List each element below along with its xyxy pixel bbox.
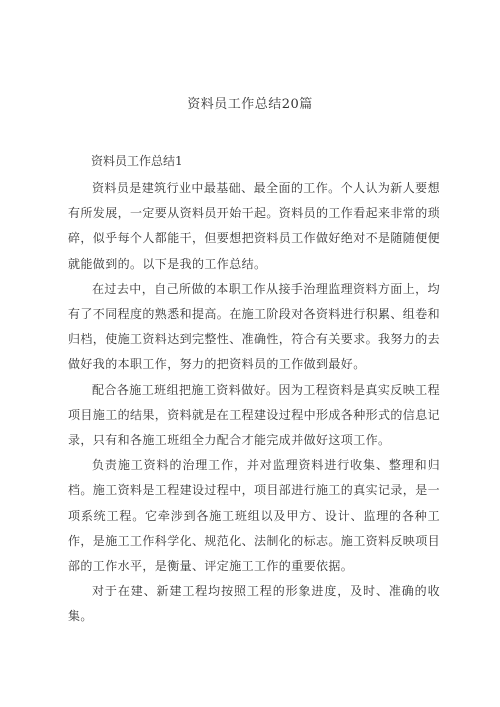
section-heading: 资料员工作总结1: [91, 154, 183, 168]
document-title: 资料员工作总结20篇: [187, 97, 313, 112]
paragraph: 资料员是建筑行业中最基础、最全面的工作。个人认为新人要想有所发展，一定要从资料员开始干起。资料员的工作看起来非常的琐碎，似乎每个人都能干，但要想把资料员工作做好绝对不是随随便便就能做到的。以下是我的工作总结。: [68, 181, 441, 271]
document-body: [68, 176, 440, 630]
paragraph: 负责施工资料的治理工作，并对监理资料进行收集、整理和归档。施工资料是工程建设过程中，项目部进行施工的真实记录，是一项系统工程。它牵涉到各施工班组以及甲方、设计、监理的各种工作，是施工工作科学化、规范化、法制化的标志。施工资料反映项目部的工作水平，是衡量、评定施工工作的重要依据。: [68, 458, 441, 574]
paragraph: 在过去中，自己所做的本职工作从接手治理监理资料方面上，均有了不同程度的熟悉和提高。在施工阶段对各资料进行积累、组卷和归档，使施工资料达到完整性、准确性，符合有关要求。我努力的去做好我的本职工作，努力的把资料员的工作做到最好。: [68, 281, 441, 372]
paragraph: 配合各施工班组把施工资料做好。因为工程资料是真实反映工程项目施工的结果，资料就是在工程建设过程中形成各种形式的信息记录，只有和各施工班组全力配合才能完成并做好这项工作。: [68, 382, 441, 448]
paragraph: 对于在建、新建工程均按照工程的形象进度，及时、准确的收集。: [68, 584, 440, 624]
